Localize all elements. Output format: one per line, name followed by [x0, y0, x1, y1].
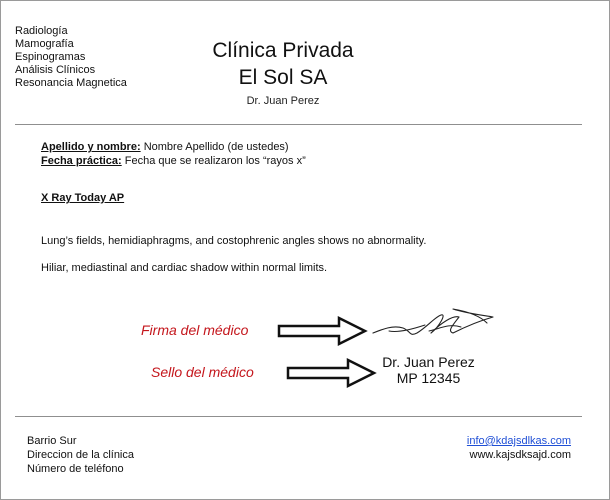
- service-item: Resonancia Magnetica: [15, 77, 127, 89]
- stamp-label: Sello del médico: [151, 364, 254, 380]
- report-paragraph: Hiliar, mediastinal and cardiac shadow within normal limits.: [41, 262, 328, 274]
- patient-info: [41, 140, 306, 168]
- report-body: [41, 235, 426, 289]
- header-doctor-name: Dr. Juan Perez: [246, 95, 320, 107]
- practice-date-row: [41, 154, 306, 168]
- doctor-stamp: [361, 354, 496, 386]
- service-item: Mamografía: [15, 38, 74, 50]
- footer-neighborhood: Barrio Sur: [27, 435, 77, 447]
- service-item: Análisis Clínicos: [15, 64, 96, 76]
- footer-divider: [15, 416, 582, 417]
- practice-date-value: Fecha que se realizaron los “rayos x”: [124, 155, 306, 167]
- clinic-name: [183, 37, 383, 91]
- patient-name-label: Apellido y nombre:: [41, 141, 141, 153]
- header-divider: [15, 124, 582, 125]
- signature-label: Firma del médico: [141, 322, 249, 338]
- footer-phone: Número de teléfono: [27, 463, 124, 475]
- footer-address-line: Direccion de la clínica: [27, 449, 134, 461]
- footer-email-link[interactable]: info@kdajsdlkas.com: [466, 435, 571, 447]
- signature-icon: [369, 303, 497, 343]
- report-paragraph: Lung’s fields, hemidiaphragms, and costophrenic angles shows no abnormality.: [41, 235, 427, 247]
- service-item: Espinogramas: [15, 51, 86, 63]
- patient-name-value: Nombre Apellido (de ustedes): [143, 141, 289, 153]
- signature-arrow-icon: [277, 315, 369, 347]
- stamp-license: MP 12345: [396, 370, 461, 386]
- patient-name-row: [41, 140, 306, 154]
- study-title: X Ray Today AP: [41, 192, 125, 204]
- services-list: [15, 25, 127, 90]
- clinic-name-line2: El Sol SA: [238, 66, 328, 89]
- practice-date-label: Fecha práctica:: [41, 155, 122, 167]
- footer-contact: [467, 434, 571, 462]
- stamp-doctor-name: Dr. Juan Perez: [382, 354, 475, 370]
- footer-website: www.kajsdksajd.com: [469, 449, 571, 461]
- footer-address: [27, 434, 134, 476]
- service-item: Radiología: [15, 25, 68, 37]
- clinic-name-line1: Clínica Privada: [212, 39, 354, 62]
